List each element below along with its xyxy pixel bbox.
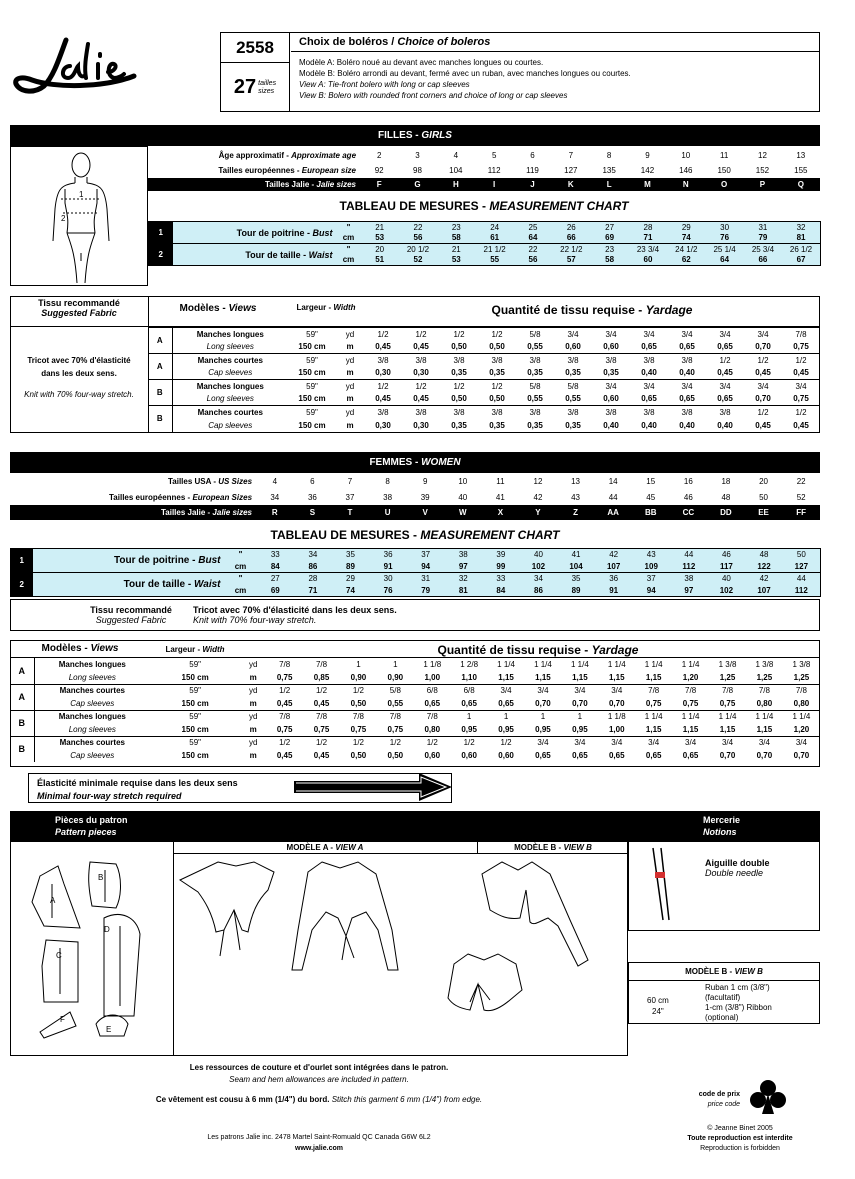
sizes-count: 27 tailles sizes [221,63,290,112]
girls-yardage-row: A Manches longues 59" yd 1/2 1/2 1/2 1/2 5/8 3/4 3/4 3/4 3/4 3/4 3/4 7/8 [148,328,820,341]
svg-text:F: F [60,1015,65,1024]
allowance-note: Les ressources de couture et d'ourlet sont intégrées dans le patron. Seam and hem allowances are included in pattern. [189,1063,449,1084]
girls-size-table [148,148,820,191]
women-views-head: Modèles - Views [41,643,119,654]
women-yardage-row: B Manches longues 59" yd 7/8 7/8 7/8 7/8 7/8 1 1 1 1 1 1/8 1 1/4 1 1/4 1 1/4 1 1/4 1 1/4 [10,710,820,723]
girls-yardage-head: Quantité de tissu requise - Yardage [491,303,693,317]
women-fabric-note: Tissu recommandé Suggested Fabric Tricot avec 70% d'élasticité dans les deux sens. Knit with 70% four-way stretch. [10,599,820,631]
svg-text:2: 2 [61,214,66,223]
needle-box: Aiguille double Double needle [628,841,820,931]
svg-text:C: C [56,951,62,960]
girls-yardage-row: A Manches courtes 59" yd 3/8 3/8 3/8 3/8 3/8 3/8 3/8 3/8 3/8 1/2 1/2 1/2 [148,354,820,367]
svg-text:A: A [50,896,56,905]
women-yardage-row: B Manches courtes 59" yd 1/2 1/2 1/2 1/2 1/2 1/2 1/2 3/4 3/4 3/4 3/4 3/4 3/4 3/4 3/4 [10,736,820,749]
pieces-head: Pièces du patron Pattern pieces [55,815,128,837]
pattern-pieces-illustration [30,856,155,1046]
women-yardage-row: A Manches longues 59" yd 7/8 7/8 1 1 1 1/8 1 2/8 1 1/4 1 1/4 1 1/4 1 1/4 1 1/4 1 1/4 1 3/8 1 3/8 1 3/8 [10,658,820,671]
girls-yardage-row: B Manches courtes 59" yd 3/8 3/8 3/8 3/8 3/8 3/8 3/8 3/8 3/8 3/8 1/2 1/2 [148,406,820,419]
girls-yardage-table: A Manches longues 59" yd 1/2 1/2 1/2 1/2 5/8 3/4 3/4 3/4 3/4 3/4 3/4 7/8 Long sleeves 150 cm m 0,45 0,45 0,50 0,50 0,55 0,60 0,60 0,65 0,65 0,65 0,70 0,75 A Manches courtes 59" yd 3/8 3/8 3/8 3/8 3/8 3/8 3/8 3/8 3/8 1/2 1/2 1/2 Cap sleeves 150 cm m 0,30 0,30 0,35 0,35 0,35 0,35 0,35 0,40 0,40 0,45 0,45 0,45 B Manches longues 59" yd 1/2 1/2 1/2 1/2 5/8 5/8 3/4 3/4 3/4 3/4 3/4 3/4 Long sleeves 150 cm m 0,45 0,45 0,50 0,50 0,55 0,55 0,60 0,65 0,65 0,65 0,70 0,75 B Manches courtes 59" yd 3/8 3/8 3/8 3/8 3/8 3/8 3/8 3/8 3/8 3/8 1/2 1/2 Cap sleeves 150 cm m 0,30 0,30 0,35 0,35 0,35 0,35 0,40 0,40 0,40 0,40 0,45 0,45 [148,327,820,432]
girls-chart-title: TABLEAU DE MESURES - MEASUREMENT CHART [339,199,629,213]
pattern-number: 2558 [221,33,290,63]
girls-width-head: Largeur - Width [296,303,356,312]
women-band: FEMMES - WOMEN [10,452,820,473]
girls-band: FILLES - GIRLS [10,125,820,146]
women-yardage-row: A Manches courtes 59" yd 1/2 1/2 1/2 5/8 6/8 6/8 3/4 3/4 3/4 3/4 7/8 7/8 7/8 7/8 7/8 [10,684,820,697]
double-needle-icon [647,846,677,930]
copyright: © Jeanne Binet 2005 Toute reproduction est interdite Reproduction is forbidden [687,1125,793,1152]
price-code-label: code de prix price code [698,1091,740,1108]
girl-figure-illustration [31,149,131,285]
club-icon [748,1078,788,1116]
girls-fabric-desc: Tricot avec 70% d'élasticité dans les deux sens. Knit with 70% four-way stretch. [24,356,134,399]
women-width-head: Largeur - Width [165,645,225,654]
svg-text:D: D [104,925,110,934]
jalie-logo [14,36,154,96]
stretch-arrow-icon [294,772,454,804]
svg-text:1: 1 [79,190,84,199]
publisher-address: Les patrons Jalie inc. 2478 Martel Saint-Romuald QC Canada G6W 6L2 www.jalie.com [207,1134,431,1152]
ribbon-box: MODÈLE B - VIEW B 60 cm 24" Ruban 1 cm (3/8") (facultatif) 1-cm (3/8") Ribbon (optional) [628,962,820,1024]
view-a-label: MODÈLE A - VIEW A [286,843,364,852]
pattern-header [220,32,820,112]
svg-text:B: B [98,873,104,882]
women-size-table: Tailles USA - US Sizes 4 6 7 8 9 10 11 12 13 14 15 16 18 20 22 Tailles européennes - European Sizes 34 36 37 38 39 40 41 42 43 44 45 46 48 50 52 Tailles Jalie - Jalie sizes R S T U V W X Y Z AA BB CC DD EE FF [10,474,820,520]
bolero-views-illustration [178,860,618,1050]
girls-age-row: Âge approximatif - Approximate age 2 3 4 5 6 7 8 9 10 11 12 13 [218,151,806,160]
girls-measure-table: 1 Tour de poitrine - Bust " 21 22 23 24 25 26 27 28 29 30 31 32 cm 53 56 58 61 64 66 69 71 74 76 79 81 2 Tour de taille - Waist " 20 20 1/2 21 21 1/2 22 22 1/2 23 23 3/4 24 1/2 25 1/4 25 3/4 26 1/2 cm 51 52 53 55 56 57 58 60 62 64 66 67 [148,221,821,266]
women-chart-title: TABLEAU DE MESURES - MEASUREMENT CHART [270,528,560,542]
pattern-description: Modèle A: Boléro noué au devant avec manches longues ou courtes. Modèle B: Boléro arrondi au devant, fermé avec un ruban, avec manches longues ou courtes. View A: Tie-front bolero with long or cap sleeves View B: Bolero with rounded front corners and choice of long or cap sleeves [299,58,631,100]
women-yardage-head: Quantité de tissu requise - Yardage [437,643,639,657]
stitch-note: Ce vêtement est cousu à 6 mm (1/4") du bord. Stitch this garment 6 mm (1/4") from edge. [155,1095,483,1104]
girls-fabric-head: Tissu recommandé Suggested Fabric [38,298,120,318]
girls-views-head: Modèles - Views [179,303,257,314]
pattern-title: Choix de boléros / Choice of boleros [291,33,819,52]
girls-jalie-row: Tailles Jalie - Jalie sizes F G H I J K L M N O P Q [148,178,820,191]
view-b-label: MODÈLE B - VIEW B [514,843,592,852]
girls-eu-row: Tailles européennes - European size 92 98 104 112 119 127 135 142 146 150 152 155 [218,166,808,175]
stretch-requirement: Élasticité minimale requise dans les deux sens Minimal four-way stretch required [28,773,452,803]
svg-text:E: E [106,1025,112,1034]
women-measure-table: 1 Tour de poitrine - Bust " 33 34 35 36 37 38 39 40 41 42 43 44 46 48 50 cm 84 86 89 91 94 97 99 102 104 107 109 112 117 122 127 2 Tour de taille - Waist " 27 28 29 30 31 32 33 34 35 36 37 38 40 42 44 cm 69 71 74 76 79 81 84 86 89 91 94 97 102 107 112 [10,548,821,597]
pieces-band [10,811,820,841]
girl-figure-box [10,146,148,286]
women-yardage-table: A Manches longues 59" yd 7/8 7/8 1 1 1 1/8 1 2/8 1 1/4 1 1/4 1 1/4 1 1/4 1 1/4 1 1/4 1 3/8 1 3/8 1 3/8 Long sleeves 150 cm m 0,75 0,85 0,90 0,90 1,00 1,10 1,15 1,15 1,15 1,15 1,15 1,20 1,25 1,25 1,25 A Manches courtes 59" yd 1/2 1/2 1/2 5/8 6/8 6/8 3/4 3/4 3/4 3/4 7/8 7/8 7/8 7/8 7/8 Cap sleeves 150 cm m 0,45 0,45 0,50 0,55 0,65 0,65 0,65 0,70 0,70 0,70 0,75 0,75 0,75 0,80 0,80 B Manches longues 59" yd 7/8 7/8 7/8 7/8 7/8 1 1 1 1 1 1/8 1 1/4 1 1/4 1 1/4 1 1/4 1 1/4 Long sleeves 150 cm m 0,75 0,75 0,75 0,75 0,80 0,95 0,95 0,95 0,95 1,00 1,15 1,15 1,15 1,15 1,20 B Manches courtes 59" yd 1/2 1/2 1/2 1/2 1/2 1/2 1/2 3/4 3/4 3/4 3/4 3/4 3/4 3/4 3/4 Cap sleeves 150 cm m 0,45 0,45 0,50 0,50 0,60 0,60 0,60 0,65 0,65 0,65 0,65 0,65 0,70 0,70 0,70 [10,658,820,762]
girls-yardage-row: B Manches longues 59" yd 1/2 1/2 1/2 1/2 5/8 5/8 3/4 3/4 3/4 3/4 3/4 3/4 [148,380,820,393]
notions-head: Mercerie Notions [703,815,741,837]
